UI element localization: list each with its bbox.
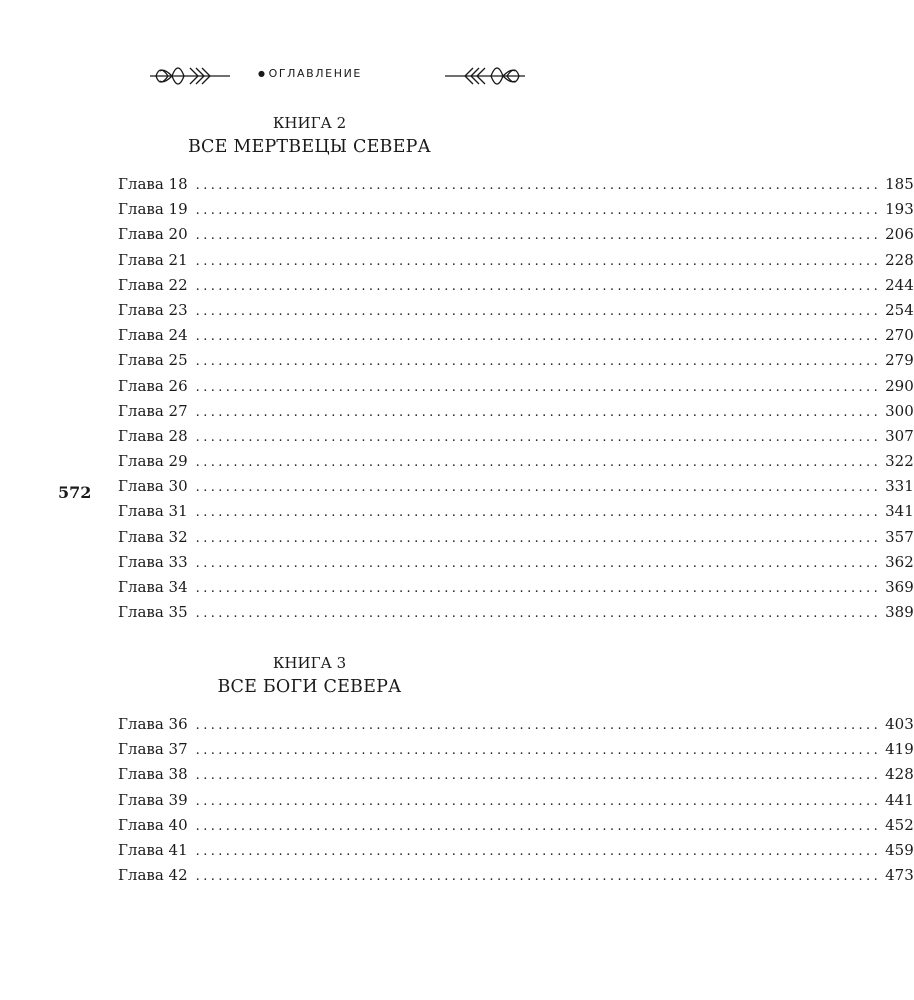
toc-entry[interactable] <box>118 298 914 323</box>
chapter-name: Глава 18 <box>118 175 188 193</box>
leader-dots: ........................................................................................... <box>195 455 882 471</box>
header-title <box>230 67 390 80</box>
toc-entry[interactable] <box>118 197 914 222</box>
chapter-name: Глава 24 <box>118 326 188 345</box>
leader-dots: ........................................................................................... <box>195 480 882 496</box>
chapter-name: Глава 34 <box>118 578 188 596</box>
leader-dots: ........................................................................................... <box>195 303 882 319</box>
chapter-page-number: 369 <box>885 578 914 596</box>
chapter-name: Глава 32 <box>118 527 188 546</box>
leader-dots: ........................................................................................... <box>195 869 882 885</box>
toc-entry[interactable] <box>118 348 914 373</box>
chapter-name: Глава 35 <box>118 603 188 622</box>
toc-entry[interactable] <box>118 762 914 787</box>
toc-entry[interactable] <box>118 449 914 474</box>
chapter-name: Глава 33 <box>118 552 188 571</box>
ornament-right-icon <box>445 58 525 94</box>
chapter-page-number: 193 <box>885 200 914 219</box>
toc-entry[interactable] <box>118 863 914 888</box>
header-title-text: ОГЛАВЛЕНИЕ <box>268 67 362 80</box>
chapter-page-number: 279 <box>885 351 914 370</box>
leader-dots: ........................................................................................... <box>195 818 882 834</box>
leader-dots: ........................................................................................... <box>195 228 882 244</box>
toc-entry[interactable] <box>118 474 914 499</box>
leader-dots: ........................................................................................... <box>195 505 882 521</box>
book-section-3 <box>0 652 914 885</box>
chapter-name: Глава 42 <box>118 866 188 885</box>
chapter-page-number: 357 <box>885 527 914 546</box>
chapter-page-number: 419 <box>885 740 914 759</box>
chapter-name: Глава 41 <box>118 840 188 859</box>
toc-entry[interactable] <box>118 737 914 762</box>
toc-entry[interactable] <box>118 712 914 737</box>
chapter-page-number: 206 <box>885 225 914 244</box>
leader-dots: ........................................................................................... <box>195 178 882 193</box>
toc-list <box>118 712 914 888</box>
toc-entry[interactable] <box>118 248 914 273</box>
running-header <box>0 58 619 94</box>
leader-dots: ........................................................................................... <box>195 379 882 395</box>
toc-list <box>118 172 914 625</box>
bullet-icon: ● <box>258 69 267 78</box>
toc-entry[interactable] <box>118 838 914 863</box>
toc-entry[interactable] <box>118 424 914 449</box>
leader-dots: ........................................................................................... <box>195 743 882 759</box>
chapter-page-number: 185 <box>885 175 914 193</box>
book-title: ВСЕ МЕРТВЕЦЫ СЕВЕРА <box>187 137 432 157</box>
chapter-page-number: 254 <box>885 300 914 319</box>
chapter-page-number: 362 <box>885 552 914 571</box>
chapter-page-number: 473 <box>885 866 914 885</box>
page-number: 572 <box>58 483 92 502</box>
chapter-page-number: 290 <box>885 376 914 395</box>
chapter-name: Глава 21 <box>118 250 188 269</box>
chapter-page-number: 331 <box>885 477 914 496</box>
chapter-page-number: 244 <box>885 275 914 294</box>
chapter-name: Глава 29 <box>118 452 188 471</box>
chapter-page-number: 341 <box>885 502 914 521</box>
chapter-page-number: 403 <box>885 715 914 733</box>
leader-dots: ........................................................................................... <box>195 718 882 733</box>
chapter-page-number: 300 <box>885 401 914 420</box>
chapter-page-number: 459 <box>885 840 914 859</box>
leader-dots: ........................................................................................... <box>195 354 882 370</box>
toc-entry[interactable] <box>118 374 914 399</box>
chapter-name: Глава 40 <box>118 815 188 834</box>
leader-dots: ........................................................................................... <box>195 203 882 219</box>
leader-dots: ........................................................................................... <box>195 253 882 269</box>
chapter-name: Глава 23 <box>118 300 188 319</box>
toc-entry[interactable] <box>118 788 914 813</box>
book-label: КНИГА 3 <box>272 654 347 672</box>
ornament-left-icon <box>150 58 230 94</box>
chapter-page-number: 270 <box>885 326 914 345</box>
leader-dots: ........................................................................................... <box>195 843 882 859</box>
chapter-name: Глава 39 <box>118 790 188 809</box>
leader-dots: ........................................................................................... <box>195 606 882 622</box>
leader-dots: ........................................................................................... <box>195 793 882 809</box>
chapter-page-number: 441 <box>885 790 914 809</box>
book-title: ВСЕ БОГИ СЕВЕРА <box>217 677 402 697</box>
leader-dots: ........................................................................................... <box>195 530 882 546</box>
leader-dots: ........................................................................................... <box>195 404 882 420</box>
chapter-name: Глава 30 <box>118 477 188 496</box>
chapter-name: Глава 36 <box>118 715 188 733</box>
toc-entry[interactable] <box>118 499 914 524</box>
chapter-page-number: 428 <box>885 765 914 784</box>
toc-entry[interactable] <box>118 172 914 197</box>
chapter-name: Глава 28 <box>118 426 188 445</box>
toc-entry[interactable] <box>118 525 914 550</box>
toc-entry[interactable] <box>118 222 914 247</box>
leader-dots: ........................................................................................... <box>195 581 882 596</box>
chapter-name: Глава 26 <box>118 376 188 395</box>
chapter-name: Глава 22 <box>118 275 188 294</box>
toc-entry[interactable] <box>118 550 914 575</box>
chapter-page-number: 228 <box>885 250 914 269</box>
chapter-name: Глава 27 <box>118 401 188 420</box>
toc-entry[interactable] <box>118 813 914 838</box>
chapter-page-number: 389 <box>885 603 914 622</box>
toc-entry[interactable] <box>118 273 914 298</box>
chapter-name: Глава 37 <box>118 740 188 759</box>
toc-entry[interactable] <box>118 600 914 625</box>
toc-entry[interactable] <box>118 323 914 348</box>
chapter-name: Глава 25 <box>118 351 188 370</box>
leader-dots: ........................................................................................... <box>195 768 882 784</box>
leader-dots: ........................................................................................... <box>195 329 882 345</box>
leader-dots: ........................................................................................... <box>195 278 882 294</box>
toc-entry[interactable] <box>118 399 914 424</box>
chapter-name: Глава 31 <box>118 502 188 521</box>
book-label: КНИГА 2 <box>272 114 347 132</box>
toc-entry[interactable] <box>118 575 914 600</box>
chapter-page-number: 322 <box>885 452 914 471</box>
chapter-name: Глава 38 <box>118 765 188 784</box>
chapter-page-number: 452 <box>885 815 914 834</box>
chapter-name: Глава 20 <box>118 225 188 244</box>
chapter-page-number: 307 <box>885 426 914 445</box>
leader-dots: ........................................................................................... <box>195 429 882 445</box>
chapter-name: Глава 19 <box>118 200 188 219</box>
leader-dots: ........................................................................................... <box>195 555 882 571</box>
